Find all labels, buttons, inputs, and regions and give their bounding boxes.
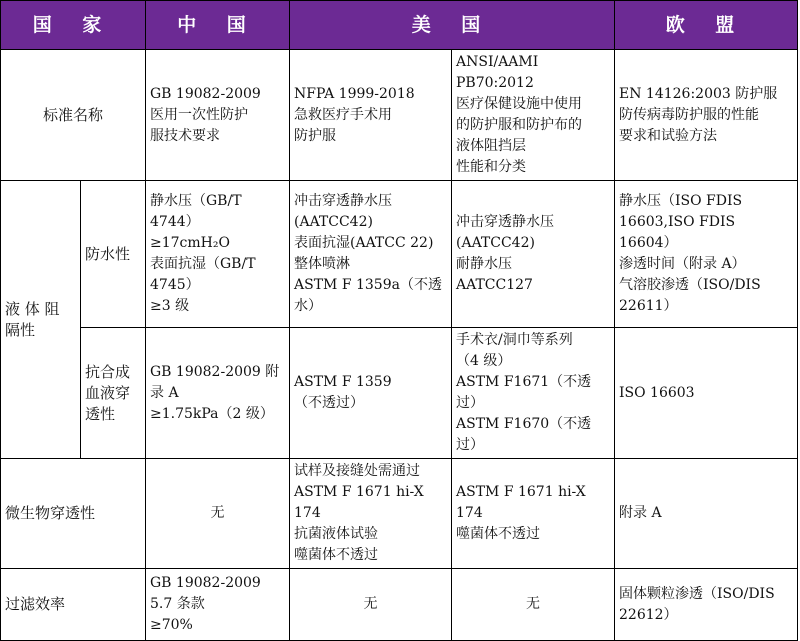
row-blood-penetration <box>1 328 798 459</box>
header-row <box>1 1 798 50</box>
label-waterproof: 防水性 <box>81 181 146 328</box>
usa-ansi-blood-penetration: 手术衣/洞巾等系列 （4 级） ASTM F1671（不透过） ASTM F1670（不透过） <box>452 328 615 459</box>
usa-ansi-waterproof: 冲击穿透静水压 (AATCC42) 耐静水压 AATCC127 <box>452 181 615 328</box>
header-country: 国 家 <box>1 1 146 50</box>
usa-nfpa-waterproof: 冲击穿透静水压 (AATCC42) 表面抗湿(AATCC 22) 整体喷淋 ASTM F 1359a（不透 水） <box>290 181 452 328</box>
china-filter-efficiency: GB 19082-2009 5.7 条款 ≥70% <box>146 569 290 641</box>
china-blood-penetration: GB 19082-2009 附 录 A ≥1.75kPa（2 级） <box>146 328 290 459</box>
china-waterproof: 静水压（GB/T 4744） ≥17cmH₂O 表面抗湿（GB/T 4745） ≥3 级 <box>146 181 290 328</box>
usa-nfpa-filter-efficiency: 无 <box>290 569 452 641</box>
label-microbe-penetration: 微生物穿透性 <box>1 459 146 569</box>
row-filter-efficiency <box>1 569 798 641</box>
label-blood-penetration: 抗合成 血液穿 透性 <box>81 328 146 459</box>
usa-nfpa-microbe-penetration: 试样及接缝处需通过 ASTM F 1671 hi-X 174 抗菌液体试验 噬菌体不透过 <box>290 459 452 569</box>
label-liquid-barrier: 液 体 阻 隔性 <box>1 181 81 459</box>
china-standard-name: GB 19082-2009 医用一次性防护 服技术要求 <box>146 50 290 181</box>
usa-nfpa-standard-name: NFPA 1999-2018 急救医疗手术用 防护服 <box>290 50 452 181</box>
usa-ansi-microbe-penetration: ASTM F 1671 hi-X 174 噬菌体不透过 <box>452 459 615 569</box>
row-standard-name <box>1 50 798 181</box>
label-filter-efficiency: 过滤效率 <box>1 569 146 641</box>
eu-blood-penetration: ISO 16603 <box>615 328 798 459</box>
usa-nfpa-blood-penetration: ASTM F 1359 （不透过） <box>290 328 452 459</box>
usa-ansi-filter-efficiency: 无 <box>452 569 615 641</box>
label-standard-name: 标准名称 <box>1 50 146 181</box>
row-waterproof <box>1 181 798 328</box>
eu-microbe-penetration: 附录 A <box>615 459 798 569</box>
header-eu: 欧 盟 <box>615 1 798 50</box>
eu-waterproof: 静水压（ISO FDIS 16603,ISO FDIS 16604） 渗透时间（附录 A） 气溶胶渗透（ISO/DIS 22611） <box>615 181 798 328</box>
china-microbe-penetration: 无 <box>146 459 290 569</box>
header-usa: 美 国 <box>290 1 615 50</box>
row-microbe-penetration <box>1 459 798 569</box>
eu-standard-name: EN 14126:2003 防护服 防传病毒防护服的性能 要求和试验方法 <box>615 50 798 181</box>
header-china: 中 国 <box>146 1 290 50</box>
eu-filter-efficiency: 固体颗粒渗透（ISO/DIS 22612） <box>615 569 798 641</box>
usa-ansi-standard-name: ANSI/AAMI PB70:2012 医疗保健设施中使用 的防护服和防护布的 液体阻挡层 性能和分类 <box>452 50 615 181</box>
